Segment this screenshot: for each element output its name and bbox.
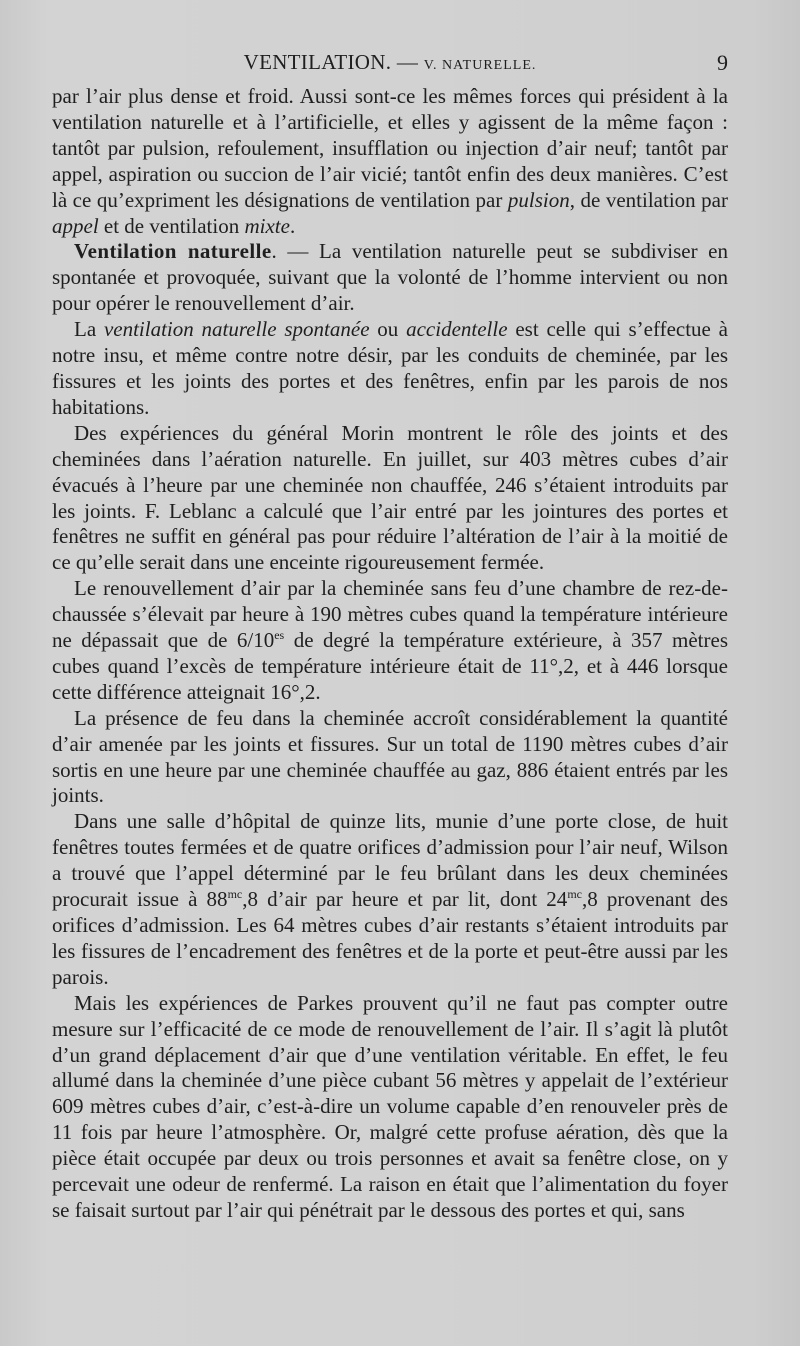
paragraph-p3 <box>52 421 728 576</box>
text-run: ,8 d’air par heure et par lit, dont 24 <box>242 887 568 912</box>
paragraph-p5 <box>52 706 728 810</box>
italic-text: appel <box>52 213 99 238</box>
superscript: es <box>274 628 285 643</box>
text-run: ou <box>369 317 407 342</box>
text-run: . — La ventilation naturelle peut se subdiviser en spontanée et provoquée, suivant que la volonté de l’homme intervient ou non pour opérer le renouvellement d’air. <box>52 239 729 316</box>
running-title <box>52 50 728 75</box>
text-run: La présence de feu dans la cheminée accroît considérablement la quantité d’air amenée par les joints et fissures. Sur un total de 1190 mètres cubes d’air sortis en une heure par une cheminée chauffée au gaz, 886 étaient entrés par les joints. <box>52 705 728 808</box>
paragraph-p0 <box>52 84 728 239</box>
paragraph-p6 <box>52 809 728 990</box>
section-heading: Ventilation naturelle <box>74 239 272 264</box>
text-run: , de ventilation par <box>569 187 729 212</box>
page-number: 9 <box>717 50 728 75</box>
text-run: Dans une salle d’hôpital de quinze lits, munie d’une porte close, de huit fenêtres toutes fermées et de quatre orifices d’admission pour l’air neuf, Wilson a trouvé que l’appel déterminé par le feu brûlant dans les deux cheminées procurait issue à 88 <box>52 809 728 912</box>
running-title-main: VENTILATION. — <box>243 50 419 74</box>
running-title-sub: V. NATURELLE. <box>423 58 537 73</box>
paragraph-p4 <box>52 576 728 706</box>
text-run: Mais les expériences de Parkes prouvent qu’il ne faut pas compter outre mesure sur l’efficacité de ce mode de renouvellement de l’air. Il s’agit là plutôt d’un grand déplacement d’air que d’une ventilation véritable. En effet, le feu allumé dans la cheminée d’une pièce cubant 56 mètres y appelait de l’extérieur 609 mètres cubes d’air, c’est-à-dire un volume capable d’en renouveler près de 11 fois par heure l’atmosphère. Or, malgré cette profuse aération, dès que la pièce était occupée par deux ou trois personnes et avait sa fenêtre close, on y percevait une odeur de renfermé. La raison en était que l’alimentation du foyer se faisait surtout par l’air qui pénétrait par le dessous des portes et qui, sans <box>52 990 728 1222</box>
paragraph-p7 <box>52 991 728 1224</box>
text-run: et de ventilation <box>98 213 245 238</box>
text-run: . <box>289 213 296 238</box>
text-run: La <box>74 317 104 342</box>
italic-text: mixte <box>244 213 290 238</box>
italic-text: pulsion <box>507 187 570 212</box>
text-run: Des expériences du général Morin montrent le rôle des joints et des cheminées dans l’aération naturelle. En juillet, sur 403 mètres cubes d’air évacués à l’heure par une cheminée non chauffée, 246 s’étaient introduits par les joints. F. Leblanc a calculé que l’air entré par les jointures des portes et fenêtres ne suffit en général pas pour réduire l’altération de l’air à la moitié de ce qu’elle serait dans une enceinte rigoureusement fermée. <box>52 420 728 575</box>
text-run: Le renouvellement d’air par la cheminée sans feu d’une chambre de rez-de-chaussée s’élevait par heure à 190 mètres cubes quand la température intérieure ne dépassait que de 6/10 <box>52 576 728 653</box>
text-run: ,8 provenant des orifices d’admission. Les 64 mètres cubes d’air restants s’étaient introduits par les fissures de l’encadrement des fenêtres et de la porte et peut-être aussi par les parois. <box>52 887 728 989</box>
italic-text: ventilation naturelle spontanée <box>103 317 370 342</box>
superscript: mc <box>227 887 243 902</box>
text-run: par l’air plus dense et froid. Aussi sont-ce les mêmes forces qui président à la ventilation naturelle et à l’artificielle, et elles y agissent de la même façon : tantôt par pulsion, refoulement, insufflation ou injection d’air neuf; tantôt par appel, aspiration ou succion de l’air vicié; tantôt enfin des deux manières. C’est là ce qu’expriment les désignations de ventilation par <box>52 84 728 212</box>
text-run: de degré la température extérieure, à 357 mètres cubes quand l’excès de température intérieure était de 11°,2, et à 446 lorsque cette différence atteignait 16°,2. <box>52 628 728 704</box>
italic-text: accidentelle <box>406 317 508 342</box>
running-header <box>52 48 728 80</box>
body-text <box>52 84 728 1224</box>
paragraph-p2 <box>52 317 728 421</box>
paragraph-p1 <box>52 239 728 317</box>
superscript: mc <box>567 887 582 902</box>
text-run: est celle qui s’effectue à notre insu, et même contre notre désir, par les conduits de cheminée, par les fissures et les joints des portes et des fenêtres, enfin par les parois de nos habitations. <box>52 317 728 419</box>
